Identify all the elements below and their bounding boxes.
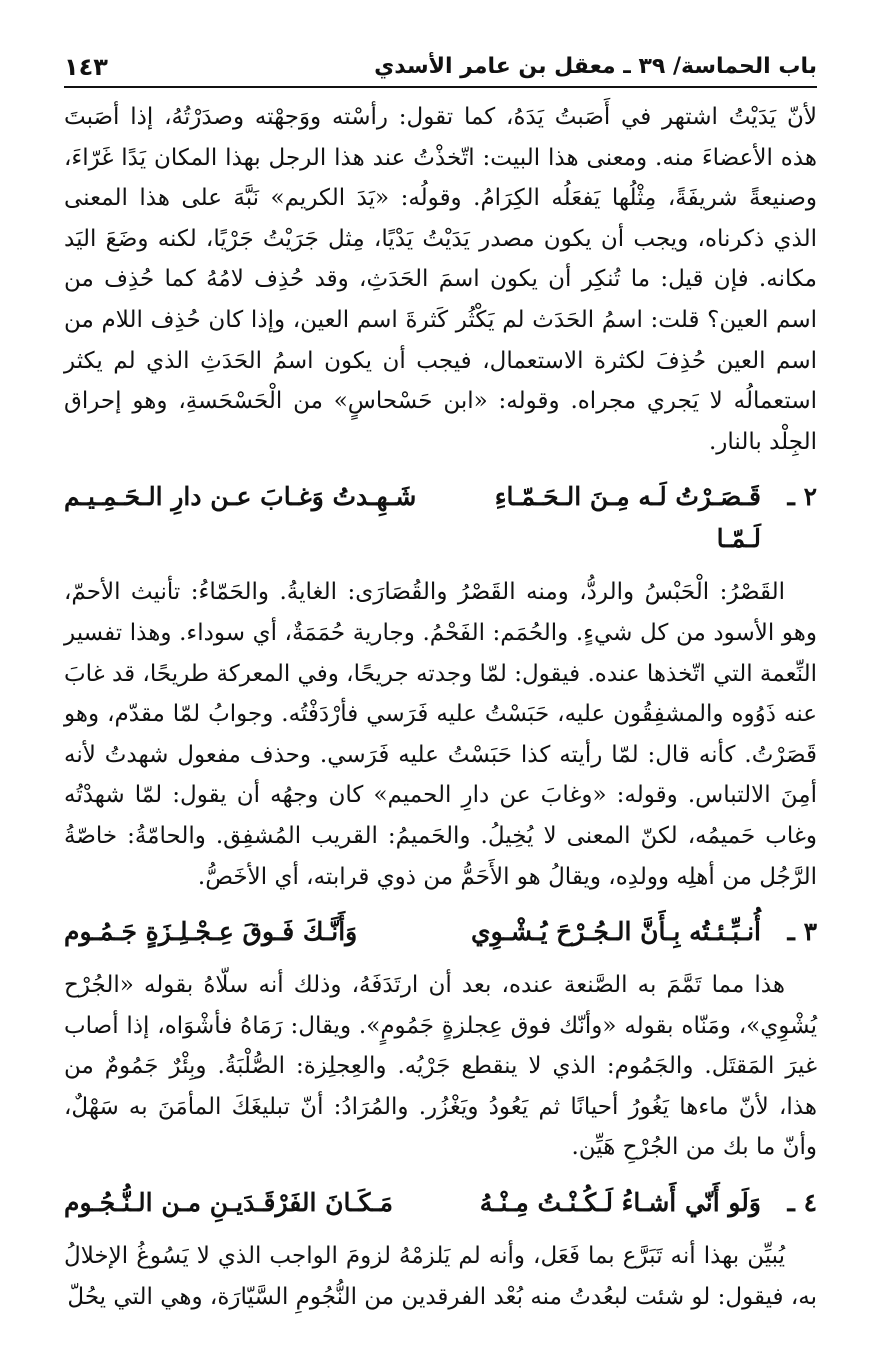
verse-hemistich-second: مَـكَـانَ الفَرْقَـدَيـنِ مـن الـنُّـجُـوم (64, 1188, 394, 1218)
verse-hemistich-first: وَلَو أَنّي أَشـاءُ لَـكُـنْـتُ مِـنْـهُ (479, 1188, 761, 1218)
verse-2 (64, 476, 817, 560)
verse-number: ٢ ـ (787, 482, 817, 512)
verse-3 (64, 911, 817, 953)
page-number: ١٤٣ (64, 53, 108, 81)
paragraph-1: لأنّ يَدَيْتُ اشتهر في أَصَبتُ يَدَهُ، كما تقول: رأسْته ووَجهْته وصدَرْتُهُ، إذا أصَبتَ هذه الأعضاءَ منه. ومعنى هذا البيت: اتّخذْتُ عند هذا الرجل بهذا المكان يَدًا غَرّاءَ، وصنيعةً شريفَةً، مِثْلُها يَفعَلُه الكِرَامُ. وقولُه: «يَدَ الكريم» نَبَّهَ على هذا المعنى الذي ذكرناه، ويجب أن يكون مصدر يَدَيْتُ يَدْيًا، مِثل جَرَيْتُ جَرْيًا، لكنه وضَعَ اليَد مكانه. فإن قيل: ما تُنكِر أن يكون اسمَ الحَدَثِ، وقد حُذِف لامُهُ كما حُذِف من اسم العين؟ قلت: اسمُ الحَدَث لم يَكْثُر كَثرةَ اسم العين، وإذا كان حُذِف اللام من اسم العين حُذِفَ لكثرة الاستعمال، فيجب أن يكون اسمُ الحَدَثِ الذي لم يكثر استعمالُه لا يَجري مجراه. وقوله: «ابن حَسْحاسٍ» من الْحَسْحَسةِ، وهو إحراق الجِلْد بالنار. (64, 104, 817, 455)
running-header (64, 52, 817, 88)
paragraph-4: يُبيِّن بهذا أنه تَبَرَّع بما فَعَل، وأنه لم يَلزمْهُ لزومَ الواجب الذي لا يَسُوغُ الإخلالُ به، فيقول: لو شئت لبعُدتُ منه بُعْد الفرقدين من النُّجُومِ السَّيّارَة، وهي التي يحُلّ (64, 1243, 817, 1310)
chapter-title: باب الحماسة/ ٣٩ ـ معقل بن عامر الأسدي (374, 54, 817, 79)
verse-hemistich-first: أُنـبِّـئـتُه بِـأَنَّ الـجُـرْحَ يُـشْـوِي (471, 917, 761, 947)
verse-number: ٣ ـ (787, 917, 817, 947)
verse-hemistich-second: شَـهِـدتُ وَغـابَ عـن دارِ الـحَـمِـيـم (64, 482, 417, 512)
paragraph-2: القَصْرُ: الْحَبْسُ والردُّ، ومنه القَصْرُ والقُصَارَى: الغايةُ. والحَمّاءُ: تأنيث الأحمّ، وهو الأسود من كل شيءٍ. والحُمَم: الفَحْمُ. وجارية حُمَمَةٌ، أي سوداء. وهذا تفسير النِّعمة التي اتّخذها عنده. فيقول: لمّا وجدته جريحًا، وفي المعركة طريحًا، قد غابَ عنه ذَوُوه والمشفِقُون عليه، حَبَسْتُ عليه فَرَسي فأرْدَفْتُه. وجوابُ لمّا مقدّم، وهو قَصَرْتُ. كأنه قال: لمّا رأيته كذا حَبَسْتُ عليه فَرَسي. وحذف مفعول شهدتُ لأنه أمِنَ الالتباس. وقوله: «وغابَ عن دارِ الحميم» كان وجهُه أن يقول: لمّا شهدْتُه وغاب حَميمُه، لكنّ المعنى لا يُخِيلُ. والحَميمُ: القريب المُشفِق. والحامّةُ: خاصّةُ الرَّجُل من أهلِه وولدِه، ويقالُ هو الأَحَمُّ من ذوي قرابته، أي الأخَصُّ. (64, 579, 817, 890)
verse-hemistich-second: وَأَنَّـكَ فَـوقَ عِـجْـلِـزَةٍ جَـمُـوم (64, 917, 358, 947)
verse-number: ٤ ـ (787, 1188, 817, 1218)
paragraph-3: هذا مما تَمَّمَ به الصَّنعة عنده، بعد أن ارتَدَفَهُ، وذلك أنه سلّاهُ بقوله «الجُرْح يُشْوِي»، ومَنّاه بقوله «وأنّك فوق عِجلزةٍ جَمُومٍ». ويقال: رَمَاهُ فأشْوَاه، إذا أصاب غيرَ المَقتَل. والجَمُوم: الذي لا ينقطع جَرْيُه. والعِجلِزة: الصُّلْبَةُ. وبِئْرٌ جَمُومٌ من هذا، لأنّ ماءها يَغُورُ أحيانًا ثم يَعُودُ ويَغْزُر. والمُرَادُ: أنّ تبليغَكَ المأمَنَ به سَهْلٌ، وأنّ ما بك من الجُرْحِ هَيِّن. (64, 972, 817, 1161)
verse-4 (64, 1182, 817, 1224)
verse-hemistich-first: قَـصَـرْتُ لَـه مِـنَ الـحَـمّـاءِ لَـمّـا (494, 482, 761, 554)
